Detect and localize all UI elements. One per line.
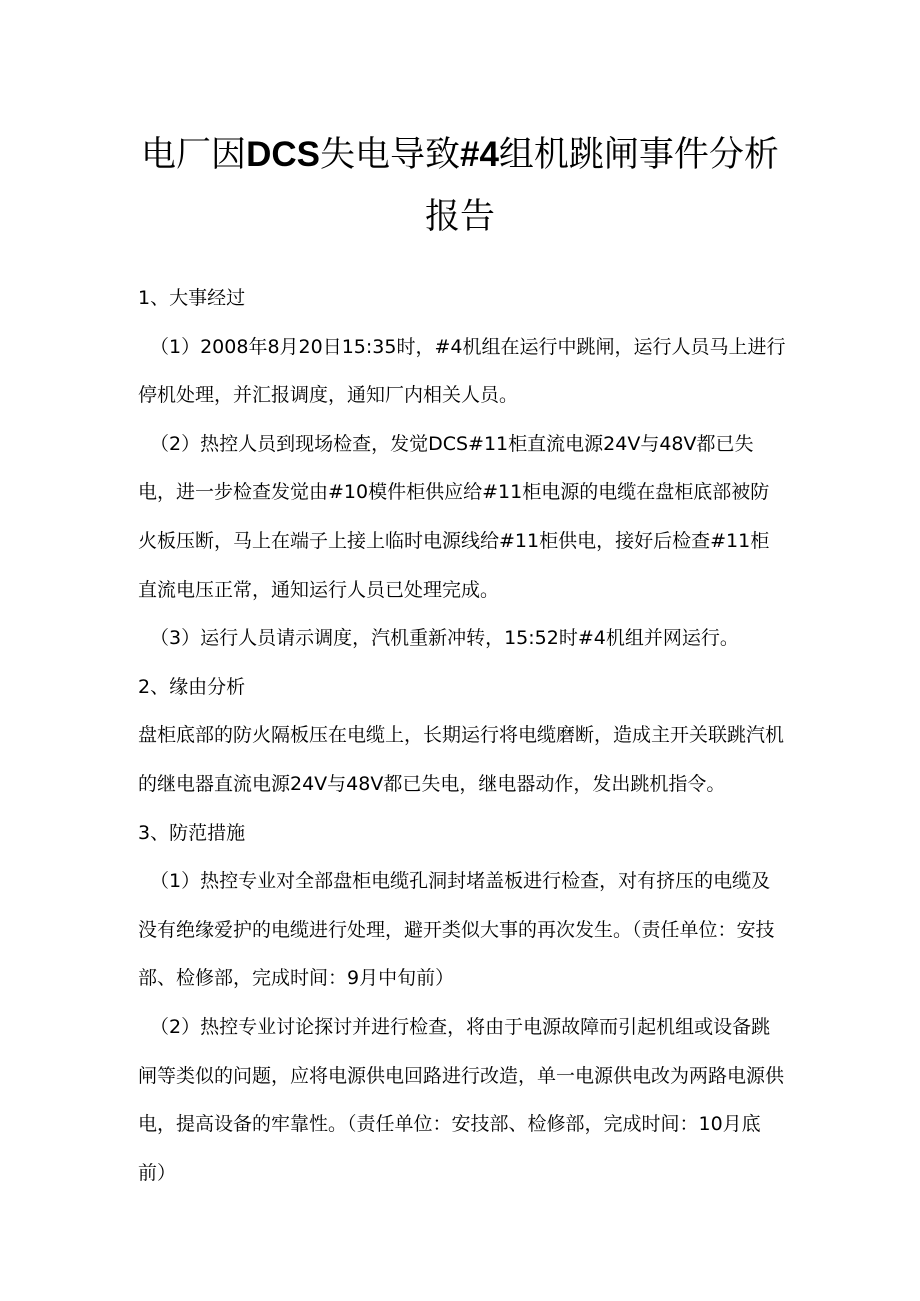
section-heading-events: 1、大事经过	[138, 287, 246, 309]
paragraph-cause: 盘柜底部的防火隔板压在电缆上，长期运行将电缆磨断，造成主开关联跳汽机的继电器直流电源24V与48V都已失电，继电器动作，发出跳机指令。	[138, 724, 785, 795]
document-body	[138, 274, 788, 1197]
section-heading-measures: 3、防范措施	[138, 821, 246, 844]
paragraph-event-1: （1）2008年8月20日15:35时，#4机组在运行中跳闸，运行人员马上进行停机处理，并汇报调度，通知厂内相关人员。	[138, 335, 786, 407]
section-heading-cause: 2、缘由分析	[138, 675, 246, 698]
title-text-1: 电厂因	[141, 135, 247, 175]
title-text-3: 组机跳闸事件分析	[498, 135, 779, 175]
document-title	[100, 124, 820, 248]
title-latin-dcs: DCS	[246, 135, 320, 174]
paragraph-measure-1: （1）热控专业对全部盘柜电缆孔洞封堵盖板进行检查，对有挤压的电缆及没有绝缘爱护的电缆进行处理，避开类似大事的再次发生。（责任单位：安技部、检修部，完成时间：9月中旬前）	[138, 870, 775, 990]
title-line-2: 报告	[424, 197, 495, 237]
title-text-2: 失电导致	[319, 135, 460, 175]
paragraph-event-3: （3）运行人员请示调度，汽机重新冲转，15:52时#4机组并网运行。	[150, 627, 739, 650]
title-latin-unit: #4	[459, 135, 499, 174]
paragraph-measure-2: （2）热控专业讨论探讨并进行检查，将由于电源故障而引起机组或设备跳闸等类似的问题，应将电源供电回路进行改造，单一电源供电改为两路电源供电，提高设备的牢靠性。（责任单位：安技部、检修部，完成时间：10月底前）	[138, 1015, 785, 1184]
paragraph-event-2: （2）热控人员到现场检查，发觉DCS#11柜直流电源24V与48V都已失电，进一步检查发觉由#10模件柜供应给#11柜电源的电缆在盘柜底部被防火板压断，马上在端子上接上临时电源线给#11柜供电，接好后检查#11柜直流电压正常，通知运行人员已处理完成。	[138, 432, 770, 601]
